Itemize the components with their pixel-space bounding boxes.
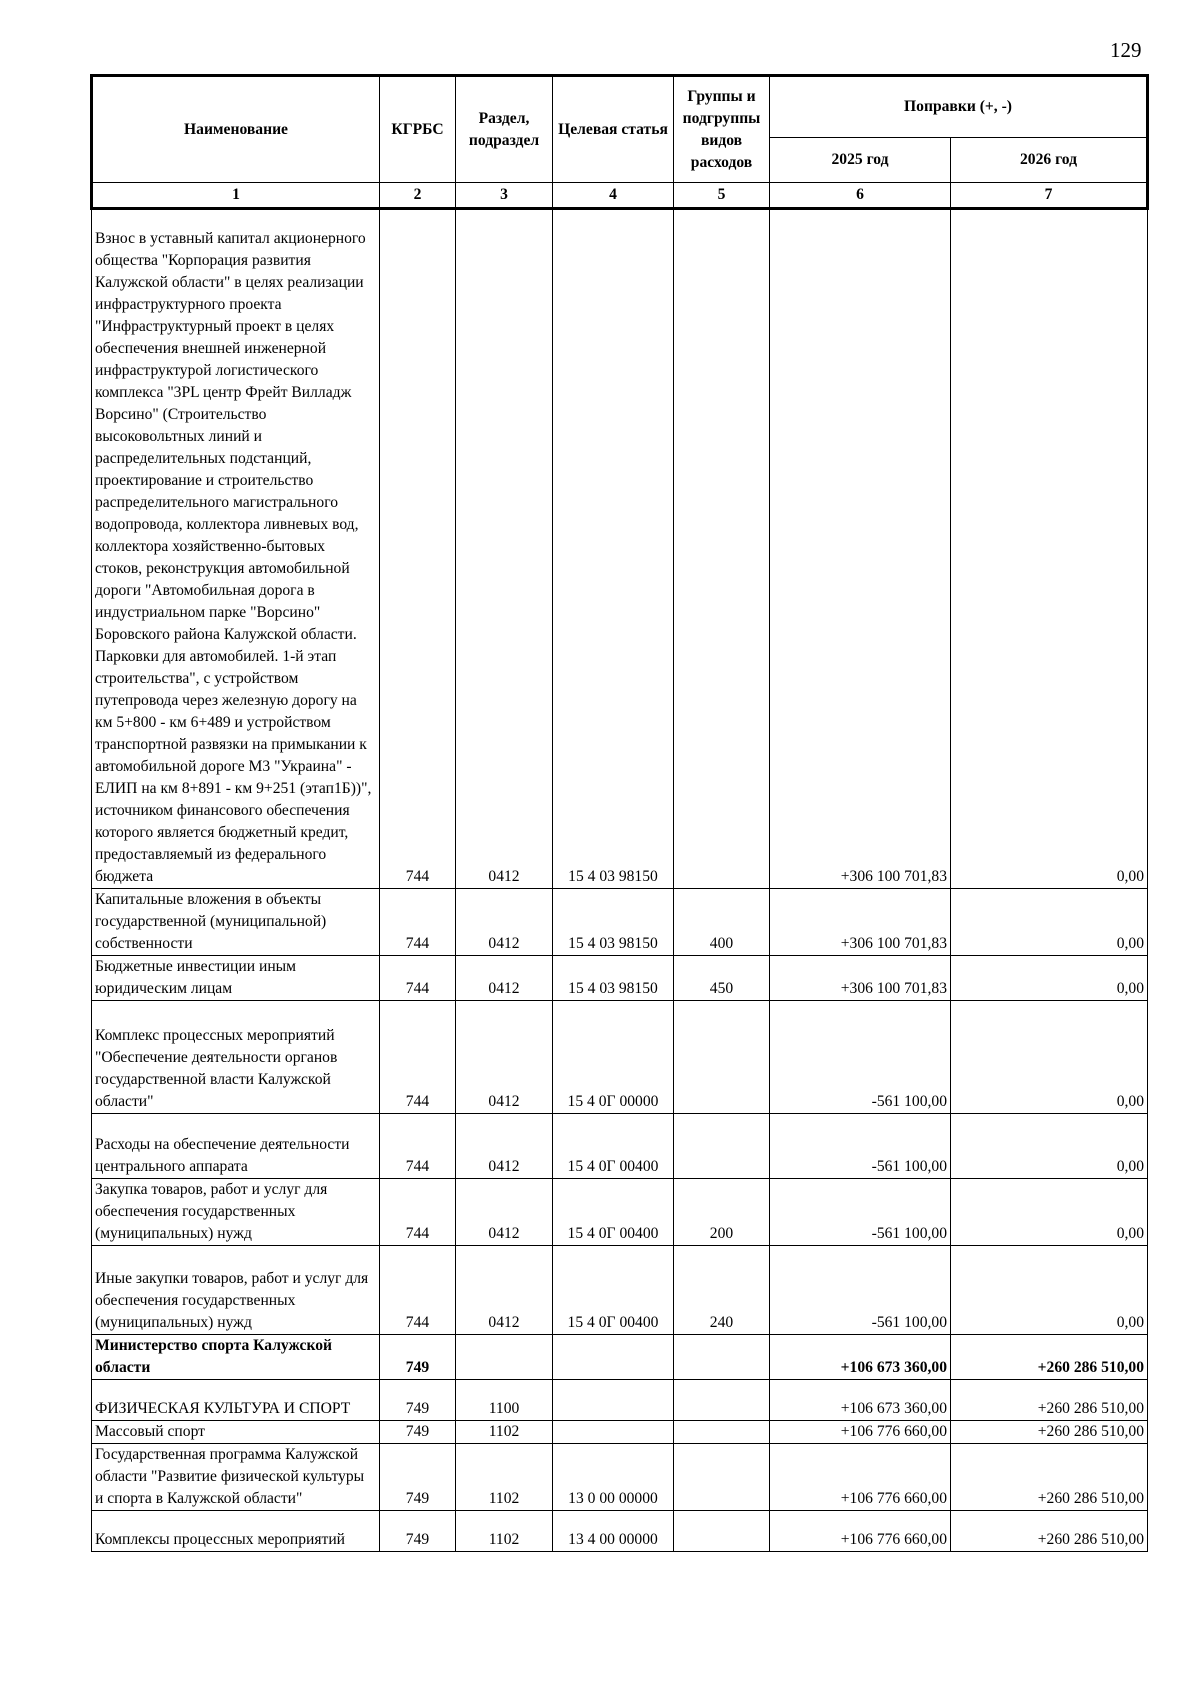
row-name: Закупка товаров, работ и услуг для обеспечения государственных (муниципальных) нужд [92, 1179, 380, 1246]
table-row [92, 1335, 1148, 1380]
row-group [674, 1380, 770, 1421]
header-name: Наименование [92, 76, 380, 183]
header-kgrbs: КГРБС [380, 76, 456, 183]
row-amount-2025: +106 776 660,00 [770, 1511, 951, 1552]
row-target: 13 4 00 00000 [553, 1511, 674, 1552]
row-name: Взнос в уставный капитал акционерного общества "Корпорация развития Калужской области" в целях реализации инфраструктурного проекта "Инфраструктурный проект в целях обеспечения внешней инженерной инфраструктурой логистического комплекса "3PL центр Фрейт Вилладж Ворсино" (Строительство высоковольтных линий и распределительных подстанций, проектирование и строительство распределительного магистрального водопровода, коллектора ливневых вод, коллектора хозяйственно-бытовых стоков, реконструкция автомобильной дороги "Автомобильная дорога в индустриальном парке "Ворсино" Боровского района Калужской области. Парковки для автомобилей. 1-й этап строительства", с устройством путепровода через железную дорогу на км 5+800 - км 6+489 и устройством транспортной развязки на примыкании к автомобильной дороге М3 "Украина" - ЕЛИП на км 8+891 - км 9+251 (этап1Б))", источником финансового обеспечения которого является бюджетный кредит, предоставляемый из федерального бюджета [92, 209, 380, 889]
row-name: Комплексы процессных мероприятий [92, 1511, 380, 1552]
column-number: 7 [951, 183, 1148, 209]
row-target: 15 4 03 98150 [553, 209, 674, 889]
row-amount-2025: +306 100 701,83 [770, 209, 951, 889]
budget-amendments-table [90, 74, 1149, 1552]
row-group [674, 1001, 770, 1114]
row-amount-2026: +260 286 510,00 [951, 1421, 1148, 1444]
table-row [92, 209, 1148, 889]
row-target [553, 1421, 674, 1444]
row-amount-2025: +106 673 360,00 [770, 1380, 951, 1421]
row-kgrbs: 744 [380, 1179, 456, 1246]
row-amount-2025: -561 100,00 [770, 1114, 951, 1179]
column-number: 6 [770, 183, 951, 209]
row-name: Иные закупки товаров, работ и услуг для обеспечения государственных (муниципальных) нужд [92, 1246, 380, 1335]
table-row [92, 1001, 1148, 1114]
row-kgrbs: 744 [380, 889, 456, 956]
row-group: 240 [674, 1246, 770, 1335]
row-name: Государственная программа Калужской области "Развитие физической культуры и спорта в Калужской области" [92, 1444, 380, 1511]
table-row [92, 956, 1148, 1001]
row-amount-2026: 0,00 [951, 1001, 1148, 1114]
row-section: 0412 [456, 1001, 553, 1114]
row-section: 1100 [456, 1380, 553, 1421]
row-section: 0412 [456, 1246, 553, 1335]
table-row [92, 1380, 1148, 1421]
row-name: Бюджетные инвестиции иным юридическим лицам [92, 956, 380, 1001]
row-kgrbs: 744 [380, 956, 456, 1001]
row-amount-2025: -561 100,00 [770, 1246, 951, 1335]
row-kgrbs: 749 [380, 1444, 456, 1511]
row-amount-2026: 0,00 [951, 1246, 1148, 1335]
row-target: 15 4 0Г 00400 [553, 1246, 674, 1335]
row-section: 0412 [456, 889, 553, 956]
row-kgrbs: 749 [380, 1421, 456, 1444]
row-kgrbs: 744 [380, 1001, 456, 1114]
column-number: 3 [456, 183, 553, 209]
row-target: 15 4 0Г 00400 [553, 1114, 674, 1179]
row-section: 0412 [456, 209, 553, 889]
row-amount-2026: +260 286 510,00 [951, 1511, 1148, 1552]
row-target: 15 4 03 98150 [553, 956, 674, 1001]
row-name: Расходы на обеспечение деятельности центрального аппарата [92, 1114, 380, 1179]
header-groups: Группы и подгруппы видов расходов [674, 76, 770, 183]
row-group [674, 1511, 770, 1552]
row-name: Капитальные вложения в объекты государственной (муниципальной) собственности [92, 889, 380, 956]
row-amount-2026: +260 286 510,00 [951, 1380, 1148, 1421]
table-row [92, 1114, 1148, 1179]
page-number: 129 [1110, 38, 1142, 62]
row-amount-2026: 0,00 [951, 956, 1148, 1001]
row-name: Комплекс процессных мероприятий "Обеспечение деятельности органов государственной власти Калужской области" [92, 1001, 380, 1114]
row-kgrbs: 744 [380, 1114, 456, 1179]
row-section [456, 1335, 553, 1380]
row-kgrbs: 749 [380, 1335, 456, 1380]
row-amount-2025: +106 673 360,00 [770, 1335, 951, 1380]
table-row [92, 889, 1148, 956]
header-section: Раздел, подраздел [456, 76, 553, 183]
table-row [92, 1179, 1148, 1246]
row-group [674, 1421, 770, 1444]
row-section: 1102 [456, 1444, 553, 1511]
column-number: 5 [674, 183, 770, 209]
row-group: 200 [674, 1179, 770, 1246]
row-target: 13 0 00 00000 [553, 1444, 674, 1511]
row-section: 1102 [456, 1421, 553, 1444]
header-amendments: Поправки (+, -) [770, 76, 1148, 138]
row-amount-2025: +306 100 701,83 [770, 889, 951, 956]
header-year-2025: 2025 год [770, 138, 951, 183]
column-number: 1 [92, 183, 380, 209]
table-row [92, 1246, 1148, 1335]
row-amount-2025: +306 100 701,83 [770, 956, 951, 1001]
row-target [553, 1335, 674, 1380]
row-section: 0412 [456, 1179, 553, 1246]
row-kgrbs: 749 [380, 1511, 456, 1552]
row-target: 15 4 03 98150 [553, 889, 674, 956]
row-kgrbs: 749 [380, 1380, 456, 1421]
row-kgrbs: 744 [380, 209, 456, 889]
row-amount-2026: 0,00 [951, 889, 1148, 956]
table-body [92, 209, 1148, 1552]
row-target: 15 4 0Г 00000 [553, 1001, 674, 1114]
row-name: ФИЗИЧЕСКАЯ КУЛЬТУРА И СПОРТ [92, 1380, 380, 1421]
table-row [92, 1511, 1148, 1552]
header-target: Целевая статья [553, 76, 674, 183]
row-amount-2026: 0,00 [951, 209, 1148, 889]
row-group [674, 1444, 770, 1511]
column-number: 4 [553, 183, 674, 209]
row-group: 400 [674, 889, 770, 956]
row-name: Массовый спорт [92, 1421, 380, 1444]
column-number: 2 [380, 183, 456, 209]
row-section: 0412 [456, 956, 553, 1001]
row-amount-2025: +106 776 660,00 [770, 1421, 951, 1444]
row-amount-2026: 0,00 [951, 1179, 1148, 1246]
row-group [674, 1114, 770, 1179]
row-amount-2026: +260 286 510,00 [951, 1335, 1148, 1380]
row-name: Министерство спорта Калужской области [92, 1335, 380, 1380]
row-group [674, 1335, 770, 1380]
row-target: 15 4 0Г 00400 [553, 1179, 674, 1246]
row-group [674, 209, 770, 889]
row-amount-2025: +106 776 660,00 [770, 1444, 951, 1511]
row-amount-2025: -561 100,00 [770, 1001, 951, 1114]
row-section: 1102 [456, 1511, 553, 1552]
row-amount-2026: 0,00 [951, 1114, 1148, 1179]
table-row [92, 1444, 1148, 1511]
row-kgrbs: 744 [380, 1246, 456, 1335]
row-amount-2026: +260 286 510,00 [951, 1444, 1148, 1511]
row-target [553, 1380, 674, 1421]
row-amount-2025: -561 100,00 [770, 1179, 951, 1246]
row-group: 450 [674, 956, 770, 1001]
header-year-2026: 2026 год [951, 138, 1148, 183]
table-row [92, 1421, 1148, 1444]
row-section: 0412 [456, 1114, 553, 1179]
